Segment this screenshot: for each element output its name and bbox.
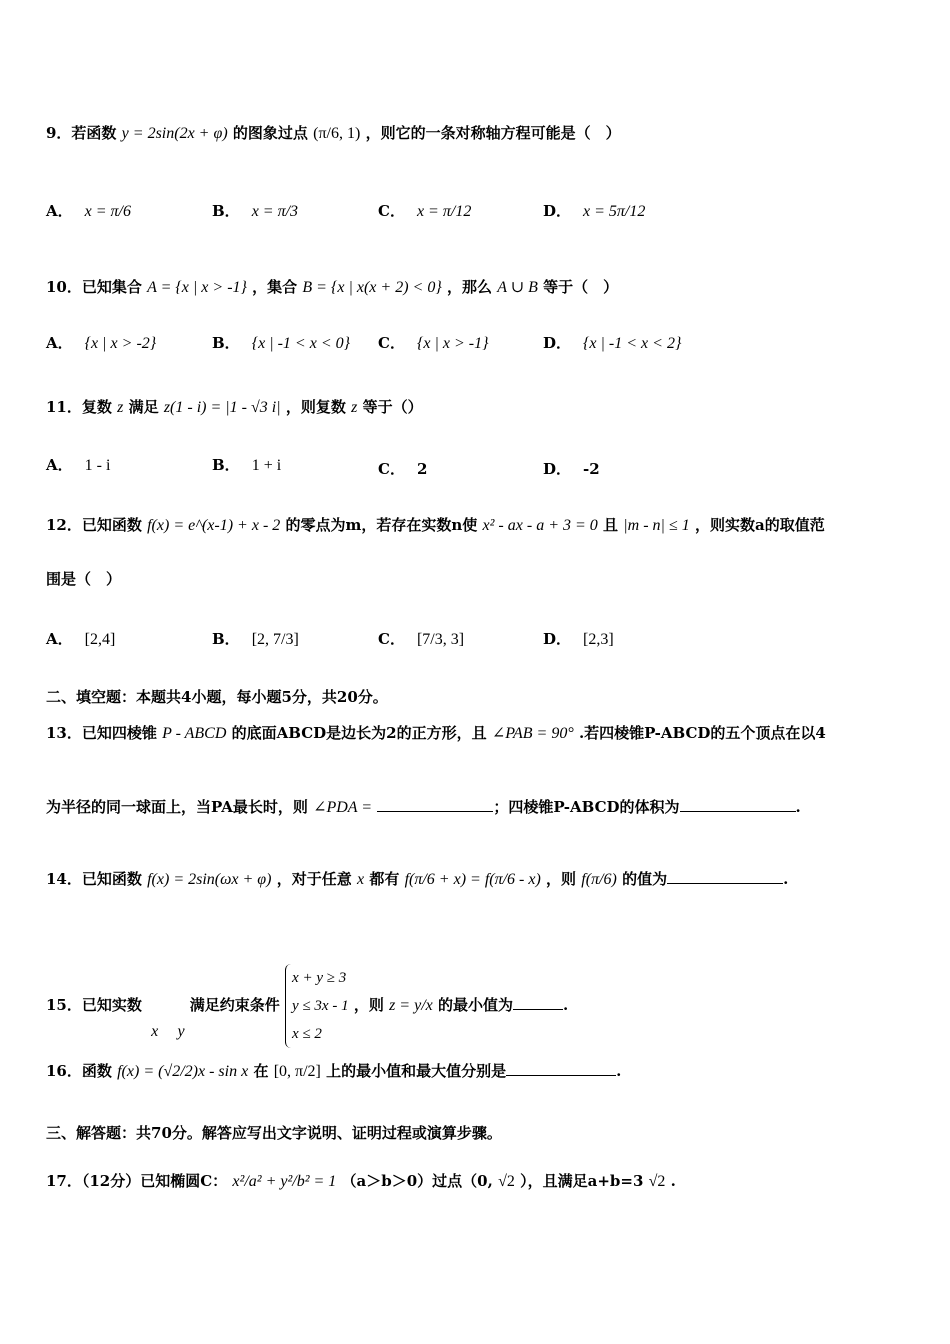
question-10 xyxy=(46,276,618,297)
q10-stem-b: ，集合 xyxy=(252,278,298,296)
q17-stem-c: ），且满足a+b=3 xyxy=(520,1172,644,1190)
q12-option-d[interactable] xyxy=(543,628,614,649)
q9-option-a-label: A． xyxy=(46,202,73,220)
q11-stem-d: 等于（） xyxy=(362,398,423,416)
q12-option-b[interactable] xyxy=(212,628,299,649)
q10-option-d-value: {x | -1 < x < 2} xyxy=(583,335,682,352)
q9-option-d-label: D． xyxy=(543,202,572,220)
q11-option-a-value: 1 - i xyxy=(84,457,111,474)
q15-stem-c: ，则 xyxy=(353,996,384,1014)
q17-ellipse: x²/a² + y²/b² = 1 xyxy=(232,1173,337,1190)
q10-stem-d: 等于（ ） xyxy=(543,278,619,296)
q16-interval: [0, π/2] xyxy=(273,1063,321,1080)
q13-stem-b: 的底面ABCD是边长为2的正方形，且 xyxy=(231,724,487,742)
q10-option-c-label: C． xyxy=(378,334,405,352)
q9-option-a[interactable] xyxy=(46,200,131,221)
q17-stem-a: 17．（12分）已知椭圆C： xyxy=(46,1172,228,1190)
q11-equation: z(1 - i) = |1 - √3 i| xyxy=(163,399,281,416)
q13-pyramid: P - ABCD xyxy=(162,725,227,742)
q15-stem-e: . xyxy=(563,996,569,1014)
q12-stem-d: ，则实数a的取值范 xyxy=(694,516,825,534)
q12-condition: |m - n| ≤ 1 xyxy=(623,517,690,534)
q13-blank-2[interactable] xyxy=(680,797,796,812)
q9-option-d-value: x = 5π/12 xyxy=(583,203,646,220)
q11-option-b-label: B． xyxy=(212,456,240,474)
question-9 xyxy=(46,122,621,143)
q10-option-b-label: B． xyxy=(212,334,240,352)
q14-function: f(x) = 2sin(ωx + φ) xyxy=(147,871,272,888)
q10-option-a[interactable] xyxy=(46,332,156,353)
q10-stem-c: ，那么 xyxy=(446,278,492,296)
q13-stem-f: . xyxy=(795,798,801,816)
question-14 xyxy=(46,868,788,889)
q16-function: f(x) = (√2/2)x - sin x xyxy=(117,1063,249,1080)
q14-x: x xyxy=(356,871,365,888)
q14-value: f(π/6) xyxy=(581,871,617,888)
q12-function: f(x) = e^(x-1) + x - 2 xyxy=(147,517,281,534)
q14-stem-a: 14．已知函数 xyxy=(46,870,142,888)
q17-sum-value: √2 xyxy=(648,1173,666,1190)
q12-option-d-label: D． xyxy=(543,630,572,648)
q12-option-a-value: [2,4] xyxy=(84,631,116,648)
q15-stem-a: 15．已知实数 xyxy=(46,996,142,1014)
q13-angle: ∠PAB = 90° xyxy=(491,725,574,742)
q10-option-d-label: D． xyxy=(543,334,572,352)
q9-option-c[interactable] xyxy=(378,200,471,221)
question-13 xyxy=(46,722,826,743)
q9-stem-c: ，则它的一条对称轴方程可能是（ ） xyxy=(365,124,621,142)
question-15 xyxy=(46,964,568,1048)
q14-stem-d: ，则 xyxy=(546,870,577,888)
q14-stem-f: . xyxy=(783,870,789,888)
q13-stem-c: .若四棱锥P-ABCD的五个顶点在以4 xyxy=(578,724,826,742)
q9-function: y = 2sin(2x + φ) xyxy=(121,125,228,142)
q11-option-a-label: A． xyxy=(46,456,73,474)
q9-option-d[interactable] xyxy=(543,200,645,221)
section-2-heading: 二、填空题：本题共4小题，每小题5分，共20分。 xyxy=(46,688,388,706)
q10-option-c[interactable] xyxy=(378,332,488,353)
q13-stem-d: 为半径的同一球面上，当PA最长时，则 xyxy=(46,798,308,816)
q10-union: A ∪ B xyxy=(497,279,538,296)
q15-stem-b: 满足约束条件 xyxy=(189,996,280,1014)
q11-option-c[interactable] xyxy=(378,458,427,479)
q9-option-b[interactable] xyxy=(212,200,298,221)
question-11 xyxy=(46,396,423,417)
q15-constraints xyxy=(285,964,349,1048)
question-12-cont xyxy=(46,568,121,589)
q17-stem-d: . xyxy=(670,1172,676,1190)
q15-var-x: x xyxy=(151,1023,159,1040)
q14-stem-c: 都有 xyxy=(369,870,400,888)
q11-stem-a: 11．复数 xyxy=(46,398,112,416)
q15-constraint-2: y ≤ 3x - 1 xyxy=(292,998,349,1014)
q12-option-c[interactable] xyxy=(378,628,464,649)
q9-stem-b: 的图象过点 xyxy=(232,124,308,142)
q15-objective: z = y/x xyxy=(389,997,433,1014)
q12-stem-a: 12．已知函数 xyxy=(46,516,142,534)
q11-option-d[interactable] xyxy=(543,458,600,479)
q9-option-c-value: x = π/12 xyxy=(416,203,472,220)
q15-var-y: y xyxy=(177,1023,185,1040)
q10-set-b: B = {x | x(x + 2) < 0} xyxy=(302,279,442,296)
q10-set-a: A = {x | x > -1} xyxy=(147,279,247,296)
q14-stem-b: ，对于任意 xyxy=(276,870,352,888)
q9-option-b-value: x = π/3 xyxy=(251,203,299,220)
q12-option-d-value: [2,3] xyxy=(583,631,614,648)
q12-equation: x² - ax - a + 3 = 0 xyxy=(482,517,598,534)
q10-stem-a: 10．已知集合 xyxy=(46,278,142,296)
section-3-heading: 三、解答题：共70分。解答应写出文字说明、证明过程或演算步骤。 xyxy=(46,1124,502,1142)
q9-option-a-value: x = π/6 xyxy=(84,203,131,220)
q10-option-b-value: {x | -1 < x < 0} xyxy=(251,335,351,352)
q12-stem-c: 且 xyxy=(603,516,619,534)
q12-option-a[interactable] xyxy=(46,628,115,649)
q11-option-c-value: 2 xyxy=(416,460,428,478)
q10-option-d[interactable] xyxy=(543,332,681,353)
q12-option-c-value: [7/3, 3] xyxy=(416,631,465,648)
q15-stem-d: 的最小值为 xyxy=(437,996,513,1014)
q11-stem-c: ，则复数 xyxy=(285,398,346,416)
q16-stem-b: 在 xyxy=(253,1062,269,1080)
q12-stem-e: 围是（ ） xyxy=(46,570,122,588)
q13-stem-a: 13．已知四棱锥 xyxy=(46,724,157,742)
q10-option-b[interactable] xyxy=(212,332,350,353)
q11-option-b[interactable] xyxy=(212,454,281,475)
q11-option-b-value: 1 + i xyxy=(251,457,282,474)
q15-blank[interactable] xyxy=(513,995,563,1010)
question-12 xyxy=(46,514,825,535)
q11-option-d-value: -2 xyxy=(583,460,600,478)
q9-option-b-label: B． xyxy=(212,202,240,220)
q12-option-b-value: [2, 7/3] xyxy=(251,631,299,648)
question-16 xyxy=(46,1060,621,1081)
q16-stem-a: 16．函数 xyxy=(46,1062,112,1080)
q17-stem-b: （a＞b＞0）过点（0, xyxy=(341,1172,493,1190)
q13-stem-e: ；四棱锥P-ABCD的体积为 xyxy=(493,798,680,816)
q10-option-c-value: {x | x > -1} xyxy=(416,335,489,352)
q10-option-a-label: A． xyxy=(46,334,73,352)
q13-angle-2: ∠PDA = xyxy=(313,799,373,816)
q17-point-value: √2 xyxy=(498,1173,515,1190)
q9-point: (π/6, 1) xyxy=(313,125,361,142)
q9-option-c-label: C． xyxy=(378,202,405,220)
q12-option-a-label: A． xyxy=(46,630,73,648)
q15-constraint-1: x + y ≥ 3 xyxy=(292,970,347,986)
q16-stem-d: . xyxy=(616,1062,622,1080)
q14-stem-e: 的值为 xyxy=(622,870,668,888)
q16-stem-c: 上的最小值和最大值分别是 xyxy=(326,1062,507,1080)
q11-option-a[interactable] xyxy=(46,454,110,475)
question-17 xyxy=(46,1170,676,1191)
q11-option-d-label: D． xyxy=(543,460,572,478)
q9-stem-a: 9．若函数 xyxy=(46,124,117,142)
q16-blank[interactable] xyxy=(506,1061,616,1076)
q11-option-c-label: C． xyxy=(378,460,405,478)
q12-stem-b: 的零点为m，若存在实数n使 xyxy=(285,516,478,534)
question-13-cont xyxy=(46,796,801,817)
q14-blank[interactable] xyxy=(667,869,783,884)
q14-equation: f(π/6 + x) = f(π/6 - x) xyxy=(404,871,541,888)
q15-constraint-3: x ≤ 2 xyxy=(292,1026,322,1042)
q11-z: z xyxy=(117,399,124,416)
q11-z-2: z xyxy=(351,399,358,416)
q13-blank-1[interactable] xyxy=(377,797,493,812)
q11-stem-b: 满足 xyxy=(128,398,159,416)
q12-option-b-label: B． xyxy=(212,630,240,648)
q10-option-a-value: {x | x > -2} xyxy=(84,335,157,352)
q12-option-c-label: C． xyxy=(378,630,405,648)
